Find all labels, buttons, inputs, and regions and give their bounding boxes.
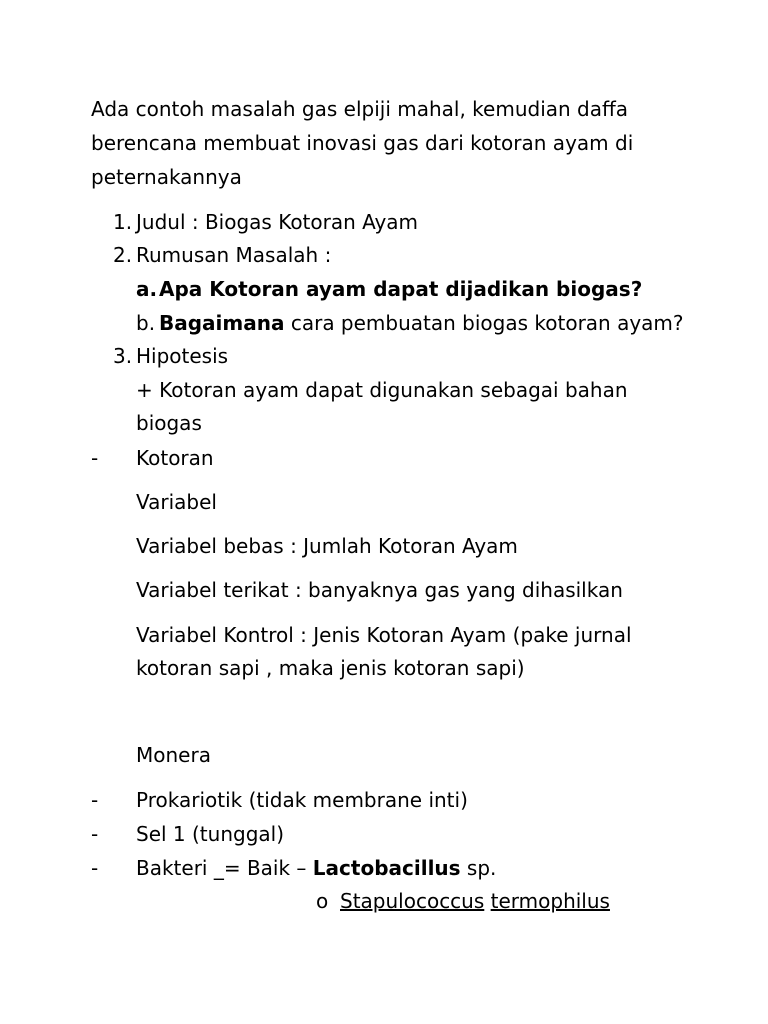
variabel-kontrol-line-2: kotoran sapi , maka jenis kotoran sapi) bbox=[136, 656, 525, 680]
variabel-terikat: Variabel terikat : banyaknya gas yang dihasilkan bbox=[136, 578, 623, 602]
intro-line-2: berencana membuat inovasi gas dari kotoran ayam di bbox=[91, 131, 634, 155]
sub-letter-b: b. bbox=[136, 311, 156, 335]
bakteri-suffix: sp. bbox=[460, 856, 497, 880]
sub-bullet-species bbox=[340, 889, 610, 913]
list-number-2: 2. bbox=[113, 243, 133, 267]
monera-heading: Monera bbox=[136, 743, 211, 767]
intro-line-3: peternakannya bbox=[91, 165, 242, 189]
bakteri-bold-name: Lactobacillus bbox=[312, 856, 461, 880]
hipotesis-line-2: biogas bbox=[136, 411, 202, 435]
species-word-2: termophilus bbox=[490, 889, 610, 913]
sub-letter-a: a. bbox=[136, 277, 158, 301]
dash-bullet: - bbox=[91, 788, 99, 812]
list-item-hipotesis: Hipotesis bbox=[136, 344, 229, 368]
question-b-bold: Bagaimana bbox=[159, 311, 285, 335]
dash-bullet: - bbox=[91, 822, 99, 846]
sub-bullet-marker: o bbox=[316, 889, 329, 913]
question-b bbox=[159, 311, 684, 335]
dash-bullet: - bbox=[91, 446, 99, 470]
bullet-kotoran: Kotoran bbox=[136, 446, 214, 470]
list-item-judul: Judul : Biogas Kotoran Ayam bbox=[136, 210, 419, 234]
dash-bullet: - bbox=[91, 856, 99, 880]
intro-line-1: Ada contoh masalah gas elpiji mahal, kemudian daffa bbox=[91, 97, 629, 121]
hipotesis-line-1: + Kotoran ayam dapat digunakan sebagai bahan bbox=[136, 378, 628, 402]
question-b-text: cara pembuatan biogas kotoran ayam? bbox=[284, 311, 684, 335]
bullet-sel: Sel 1 (tunggal) bbox=[136, 822, 284, 846]
variabel-heading: Variabel bbox=[136, 490, 217, 514]
variabel-bebas: Variabel bebas : Jumlah Kotoran Ayam bbox=[136, 534, 518, 558]
list-number-3: 3. bbox=[113, 344, 133, 368]
variabel-kontrol-line-1: Variabel Kontrol : Jenis Kotoran Ayam (pake jurnal bbox=[136, 623, 632, 647]
bullet-bakteri bbox=[136, 856, 496, 880]
bakteri-prefix: Bakteri _= Baik – bbox=[136, 856, 313, 880]
bullet-prokariotik: Prokariotik (tidak membrane inti) bbox=[136, 788, 468, 812]
list-number-1: 1. bbox=[113, 210, 133, 234]
list-item-rumusan-masalah: Rumusan Masalah : bbox=[136, 243, 332, 267]
species-word-1: Stapulococcus bbox=[340, 889, 485, 913]
question-a: Apa Kotoran ayam dapat dijadikan biogas? bbox=[159, 277, 643, 301]
